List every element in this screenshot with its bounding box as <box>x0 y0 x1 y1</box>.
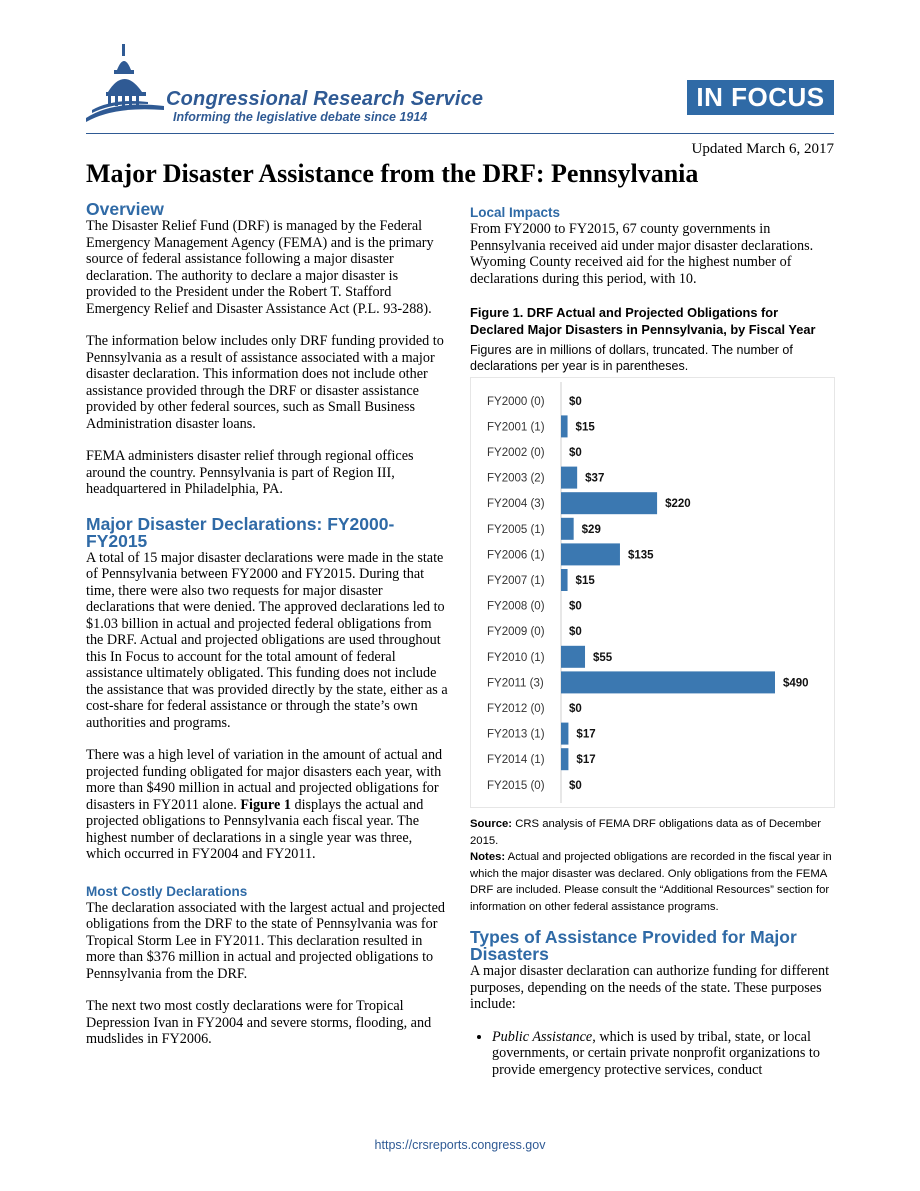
source-label: Source: <box>470 818 513 830</box>
right-column <box>470 201 835 1078</box>
local-impacts-heading: Local Impacts <box>470 205 561 220</box>
footer-url[interactable]: https://crsreports.congress.gov <box>374 1138 546 1152</box>
declarations-p2-text-a: There was a high level of variation in the amount of actual and projected funding obligated for major disasters each year, with more than $490 million in actual and projected obligations for disasters in FY2011 alone. <box>86 747 443 813</box>
bar <box>561 748 568 770</box>
category-label: FY2005 (1) <box>487 523 545 536</box>
bar <box>561 671 775 693</box>
value-label: $17 <box>576 754 596 767</box>
notes-label: Notes: <box>470 851 506 863</box>
category-label: FY2009 (0) <box>487 626 545 639</box>
org-name: Congressional Research Service <box>166 88 484 110</box>
obligations-chart <box>470 377 835 808</box>
category-label: FY2012 (0) <box>487 703 545 715</box>
category-label: FY2002 (0) <box>487 447 545 459</box>
category-label: FY2008 (0) <box>487 600 545 613</box>
category-label: FY2004 (3) <box>487 498 545 511</box>
declarations-p2-text-b: displays the actual and projected obligations to Pennsylvania each fiscal year. The highest number of declarations in a single year was three, which occurred in FY2004 and FY2011. <box>86 796 424 862</box>
obligations-bar-chart <box>471 378 834 807</box>
category-label: FY2015 (0) <box>487 779 545 792</box>
declarations-paragraph-1: A total of 15 major disaster declarations were made in the state of Pennsylvania between FY2000 and FY2015. During that time, there were also two requests for major disaster declarations that were denied. The approved declarations led to $1.03 billion in actual and projected federal obligations from the DRF. Actual and projected obligations are used throughout this In Focus to account for the total amount of federal assistance ultimately obligated. This funding does not include the assistance that was provided directly by the state, either as a cost-share for federal assistance or through the state’s own authorities and programs. <box>86 549 448 731</box>
category-label: FY2007 (1) <box>487 575 545 587</box>
value-label: $135 <box>627 549 654 562</box>
category-label: FY2014 (1) <box>487 754 545 767</box>
bar <box>561 518 574 540</box>
page-title: Major Disaster Assistance from the DRF: Pennsylvania <box>86 159 699 188</box>
source-text: CRS analysis of FEMA DRF obligations data as of December 2015. <box>470 818 821 847</box>
most-costly-paragraph-2: The next two most costly declarations were for Tropical Depression Ivan in FY2004 and severe storms, flooding, and mudslides in FY2006. <box>86 998 432 1047</box>
most-costly-heading: Most Costly Declarations <box>86 883 248 899</box>
bar <box>561 569 568 591</box>
value-label: $0 <box>569 600 582 613</box>
left-column <box>86 201 448 1048</box>
category-label: FY2010 (1) <box>487 651 545 664</box>
value-label: $29 <box>581 523 601 536</box>
overview-paragraph-2: The information below includes only DRF funding provided to Pennsylvania as a result of assistance associated with a major disaster declaration. This information does not include other assistance provided through the DRF or disaster assistance provided by other federal sources, such as Small Business Administration disaster loans. <box>86 333 444 432</box>
figure-title: Figure 1. DRF Actual and Projected Obligations for Declared Major Disasters in Pennsylvania, by Fiscal Year <box>470 305 816 337</box>
category-label: FY2000 (0) <box>487 395 545 408</box>
overview-paragraph-1: The Disaster Relief Fund (DRF) is managed by the Federal Emergency Management Agency (FEMA) and is the primary source of federal assistance following a major disaster declaration. The authority to declare a major disaster is provided to the President under the Robert T. Stafford Emergency Relief and Disaster Assistance Act (P.L. 93-288). <box>86 218 434 317</box>
types-of-assistance-heading: Types of Assistance Provided for Major Disasters <box>470 927 797 964</box>
value-label: $0 <box>569 447 582 459</box>
header-rule <box>86 133 834 134</box>
figure-notes <box>470 849 835 915</box>
crs-logo-icon <box>84 40 166 130</box>
most-costly-paragraph-1: The declaration associated with the largest actual and projected obligations from the DRF to the state of Pennsylvania was for Tropical Storm Lee in FY2011. This declaration resulted in more than $376 million in actual and projected obligations to Pennsylvania from the DRF. <box>86 899 446 982</box>
figure-subtitle: Figures are in millions of dollars, truncated. The number of declarations per year is in parentheses. <box>470 343 793 373</box>
public-assistance-term: Public Assistance <box>492 1028 593 1045</box>
bar <box>561 492 657 514</box>
category-label: FY2013 (1) <box>487 728 545 741</box>
value-label: $15 <box>575 575 595 587</box>
notes-text: Actual and projected obligations are recorded in the fiscal year in which the major disaster was declared. Only obligations from the FEMA DRF are included. Please consult the “Additional Resources” section for information on other federal assistance programs. <box>470 851 832 913</box>
category-label: FY2003 (2) <box>487 472 545 485</box>
local-impacts-paragraph: From FY2000 to FY2015, 67 county governments in Pennsylvania received aid under major disaster declarations. Wyoming County received aid for the highest number of declarations during this period, with 10. <box>470 221 814 287</box>
updated-date: Updated March 6, 2017 <box>691 141 834 157</box>
category-label: FY2011 (3) <box>487 677 544 690</box>
bar <box>561 646 585 668</box>
bar <box>561 415 568 437</box>
value-label: $55 <box>593 651 613 664</box>
category-label: FY2006 (1) <box>487 549 545 562</box>
value-label: $490 <box>783 677 809 690</box>
in-focus-badge: IN FOCUS <box>687 80 834 115</box>
public-assistance-text: , which is used by tribal, state, or local governments, or certain private nonprofit organizations to provide emergency protective services, conduct <box>492 1028 820 1078</box>
figure-source <box>470 816 835 849</box>
org-tagline: Informing the legislative debate since 1914 <box>173 110 428 124</box>
bar <box>561 723 568 745</box>
value-label: $0 <box>569 703 582 715</box>
value-label: $15 <box>575 421 595 434</box>
value-label: $0 <box>569 395 582 408</box>
bar <box>561 467 577 489</box>
value-label: $0 <box>569 779 582 792</box>
overview-heading: Overview <box>86 199 164 219</box>
list-item <box>492 1029 835 1079</box>
assistance-list <box>470 1029 835 1079</box>
types-paragraph: A major disaster declaration can authorize funding for different purposes, depending on the needs of the state. These purposes include: <box>470 963 830 1012</box>
value-label: $220 <box>665 498 691 511</box>
declarations-heading: Major Disaster Declarations: FY2000-FY2015 <box>86 513 395 551</box>
declarations-paragraph-2 <box>86 747 448 863</box>
value-label: $17 <box>576 728 596 741</box>
figure-1-reference[interactable]: Figure 1 <box>240 796 291 813</box>
overview-paragraph-3: FEMA administers disaster relief through regional offices around the country. Pennsylvania is part of Region III, headquartered in Philadelphia, PA. <box>86 448 414 497</box>
category-label: FY2001 (1) <box>487 421 545 434</box>
value-label: $37 <box>585 472 605 485</box>
bar <box>561 543 620 565</box>
value-label: $0 <box>569 626 582 639</box>
